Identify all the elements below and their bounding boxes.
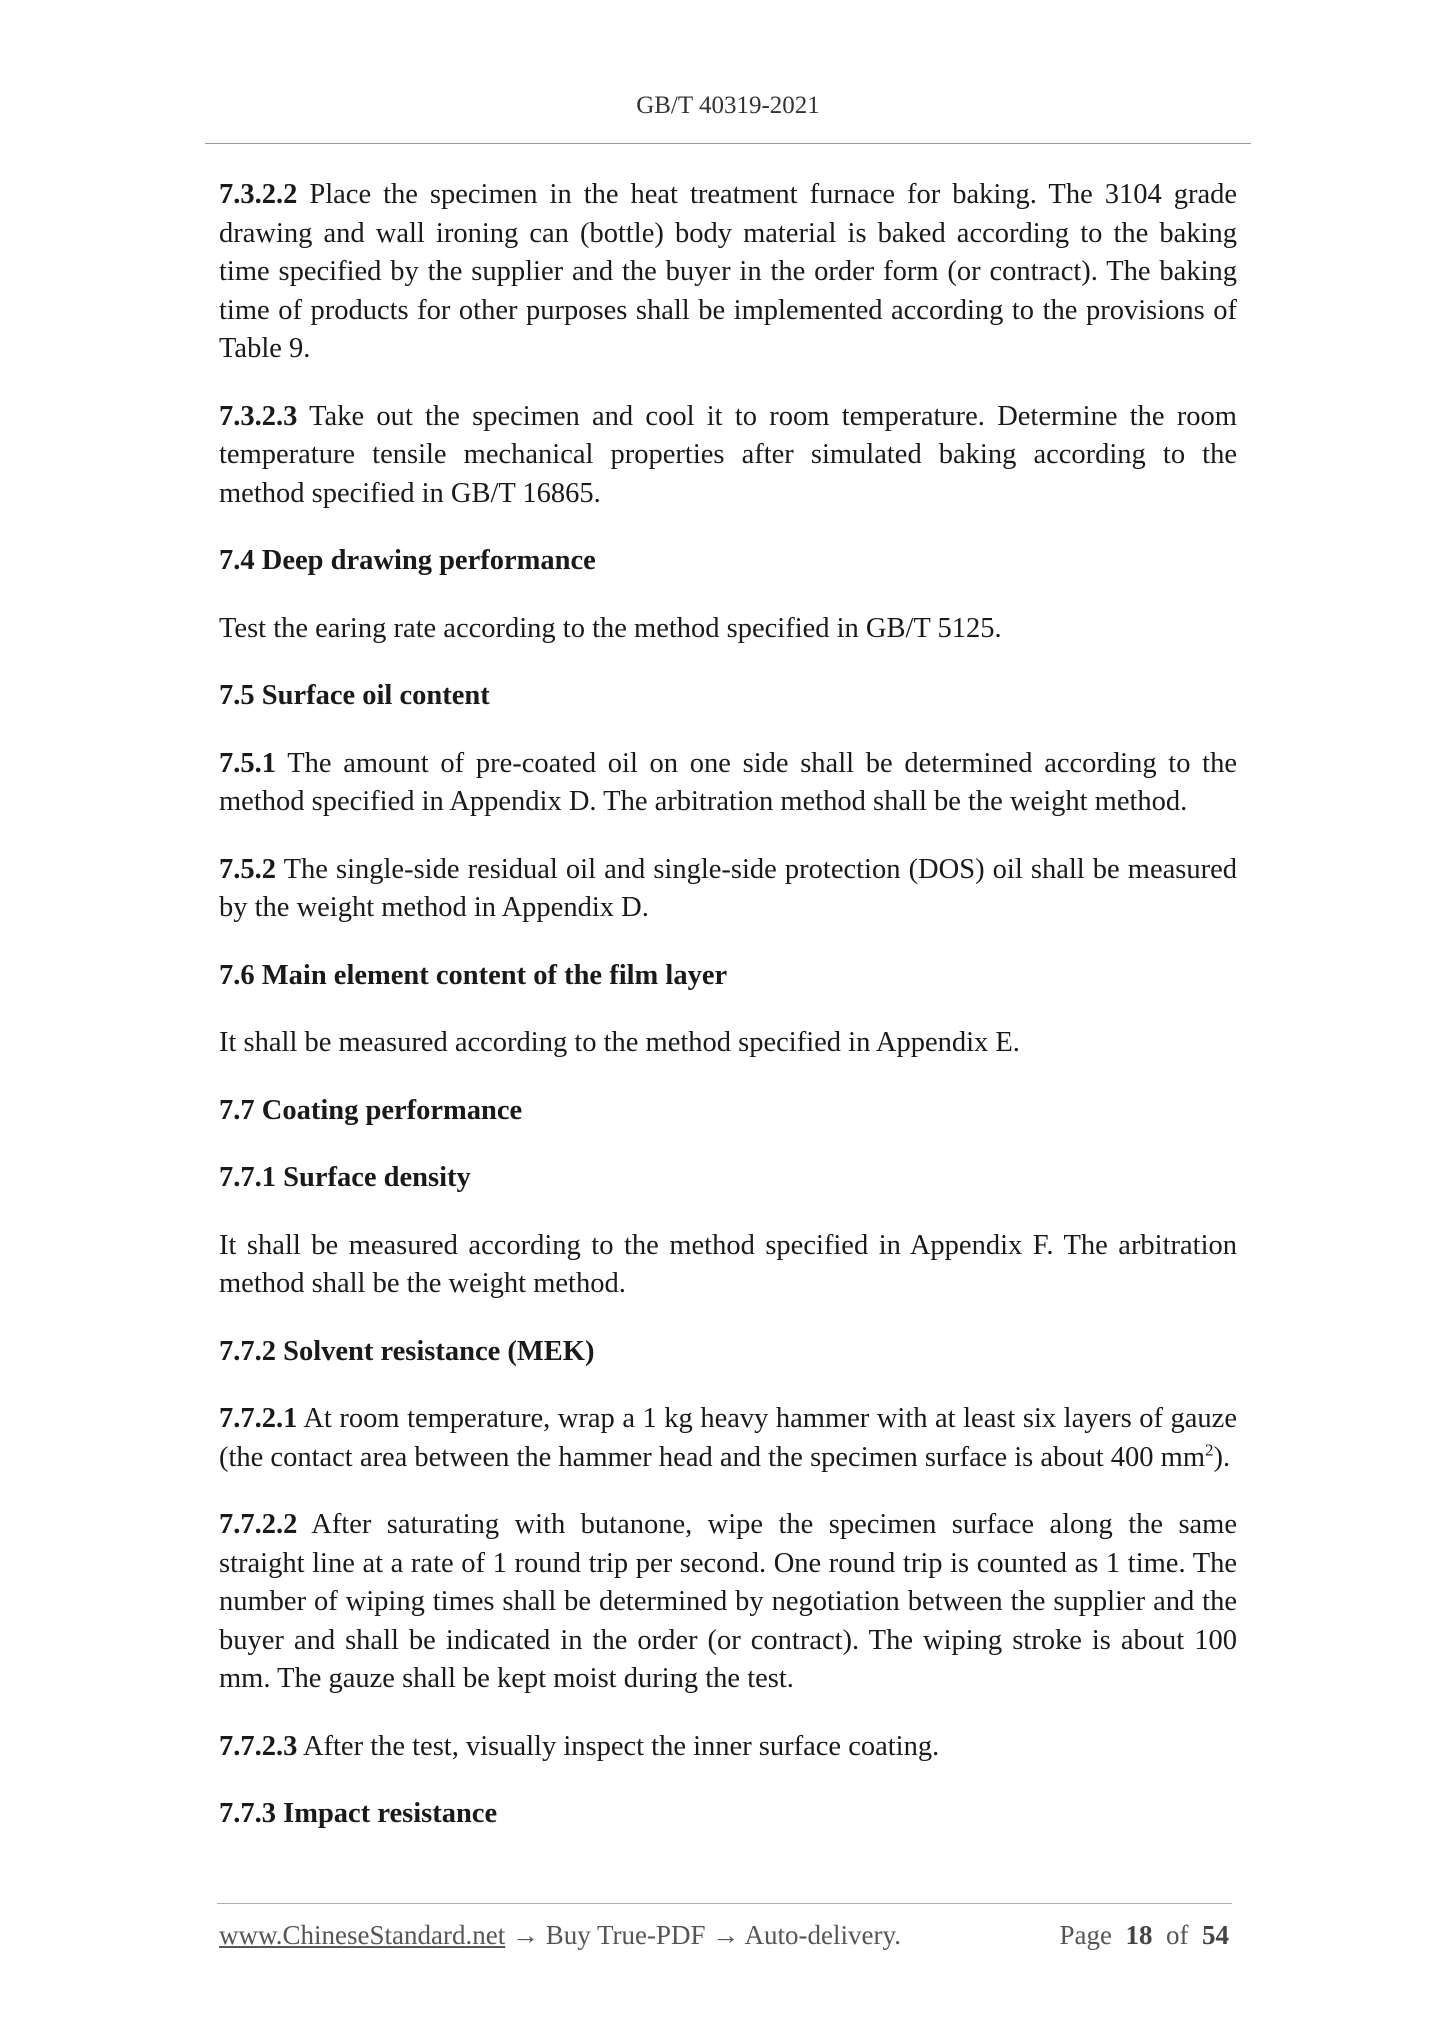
superscript: 2: [1205, 1440, 1214, 1459]
site-link[interactable]: www.ChineseStandard.net: [219, 1920, 506, 1950]
clause-7-3-2-2: [219, 176, 1237, 369]
clause-text: At room temperature, wrap a 1 kg heavy hammer with at least six layers of gauze (the contact area between the hammer head and the specimen surface is about 400 mm: [219, 1403, 1237, 1473]
clause-text: Place the specimen in the heat treatment furnace for baking. The 3104 grade drawing and wall ironing can (bottle) body material is baked according to the baking time specified by the supplier and the buyer in the order form (or contract). The baking time of products for other purposes shall be implemented according to the provisions of Table 9.: [219, 179, 1237, 364]
clause-number: 7.5.1: [219, 747, 276, 779]
heading-7-7: 7.7 Coating performance: [219, 1094, 523, 1126]
clause-text: After the test, visually inspect the inner surface coating.: [302, 1730, 940, 1762]
heading-7-7-3: 7.7.3 Impact resistance: [219, 1798, 498, 1829]
heading-7-6: 7.6 Main element content of the film layer: [219, 959, 728, 991]
document-header: GB/T 40319-2021: [636, 92, 820, 119]
page-footer: [219, 1920, 1229, 1960]
clause-text: After saturating with butanone, wipe the specimen surface along the same straight line at a rate of 1 round trip per second. One round trip is counted as 1 time. The number of wiping times shall be determined by negotiation between the supplier and the buyer and shall be indicated in the order (or contract). The wiping stroke is about 100 mm. The gauze shall be kept moist during the test.: [219, 1509, 1237, 1694]
clause-7-5-2: [219, 851, 1237, 928]
clause-number: 7.5.2: [219, 853, 276, 885]
header-divider: [205, 143, 1251, 144]
clause-7-5-1: [219, 745, 1237, 822]
document-body: [219, 176, 1237, 1863]
clause-number: 7.7.2.3: [219, 1730, 298, 1762]
promo-text: → Buy True-PDF → Auto-delivery.: [511, 1920, 901, 1950]
clause-7-7-2-3: [219, 1728, 1237, 1767]
heading-7-5: 7.5 Surface oil content: [219, 680, 490, 711]
clause-7-7-2-1: [219, 1400, 1237, 1477]
clause-text: The single-side residual oil and single-side protection (DOS) oil shall be measured by the weight method in Appendix D.: [219, 853, 1237, 923]
clause-number: 7.3.2.2: [219, 179, 298, 210]
clause-7-7-1-text: It shall be measured according to the method specified in Appendix F. The arbitration method shall be the weight method.: [219, 1229, 1237, 1299]
footer-promo: [219, 1920, 901, 1951]
clause-text-tail: ).: [1213, 1441, 1231, 1473]
page-label: Page: [1059, 1920, 1112, 1950]
clause-text: The amount of pre-coated oil on one side shall be determined according to the method specified in Appendix D. The arbitration method shall be the weight method.: [219, 747, 1237, 817]
heading-7-7-2: 7.7.2 Solvent resistance (MEK): [219, 1335, 595, 1367]
footer-divider: [217, 1903, 1232, 1904]
clause-number: 7.7.2.1: [219, 1403, 298, 1434]
page-total: 54: [1202, 1920, 1229, 1950]
page-indicator: [1060, 1920, 1229, 1951]
clause-text: Take out the specimen and cool it to room temperature. Determine the room temperature tensile mechanical properties after simulated baking according to the method specified in GB/T 16865.: [219, 400, 1237, 509]
heading-7-4: 7.4 Deep drawing performance: [219, 545, 596, 576]
clause-number: 7.7.2.2: [219, 1509, 298, 1540]
heading-7-7-1: 7.7.1 Surface density: [219, 1162, 471, 1193]
clause-7-7-2-2: [219, 1506, 1237, 1699]
of-label: of: [1166, 1920, 1189, 1950]
clause-7-6-text: It shall be measured according to the method specified in Appendix E.: [219, 1027, 1020, 1058]
clause-7-3-2-3: [219, 398, 1237, 514]
clause-7-4-text: Test the earing rate according to the method specified in GB/T 5125.: [219, 612, 1002, 644]
clause-number: 7.3.2.3: [219, 400, 298, 432]
page-number: 18: [1125, 1920, 1153, 1950]
